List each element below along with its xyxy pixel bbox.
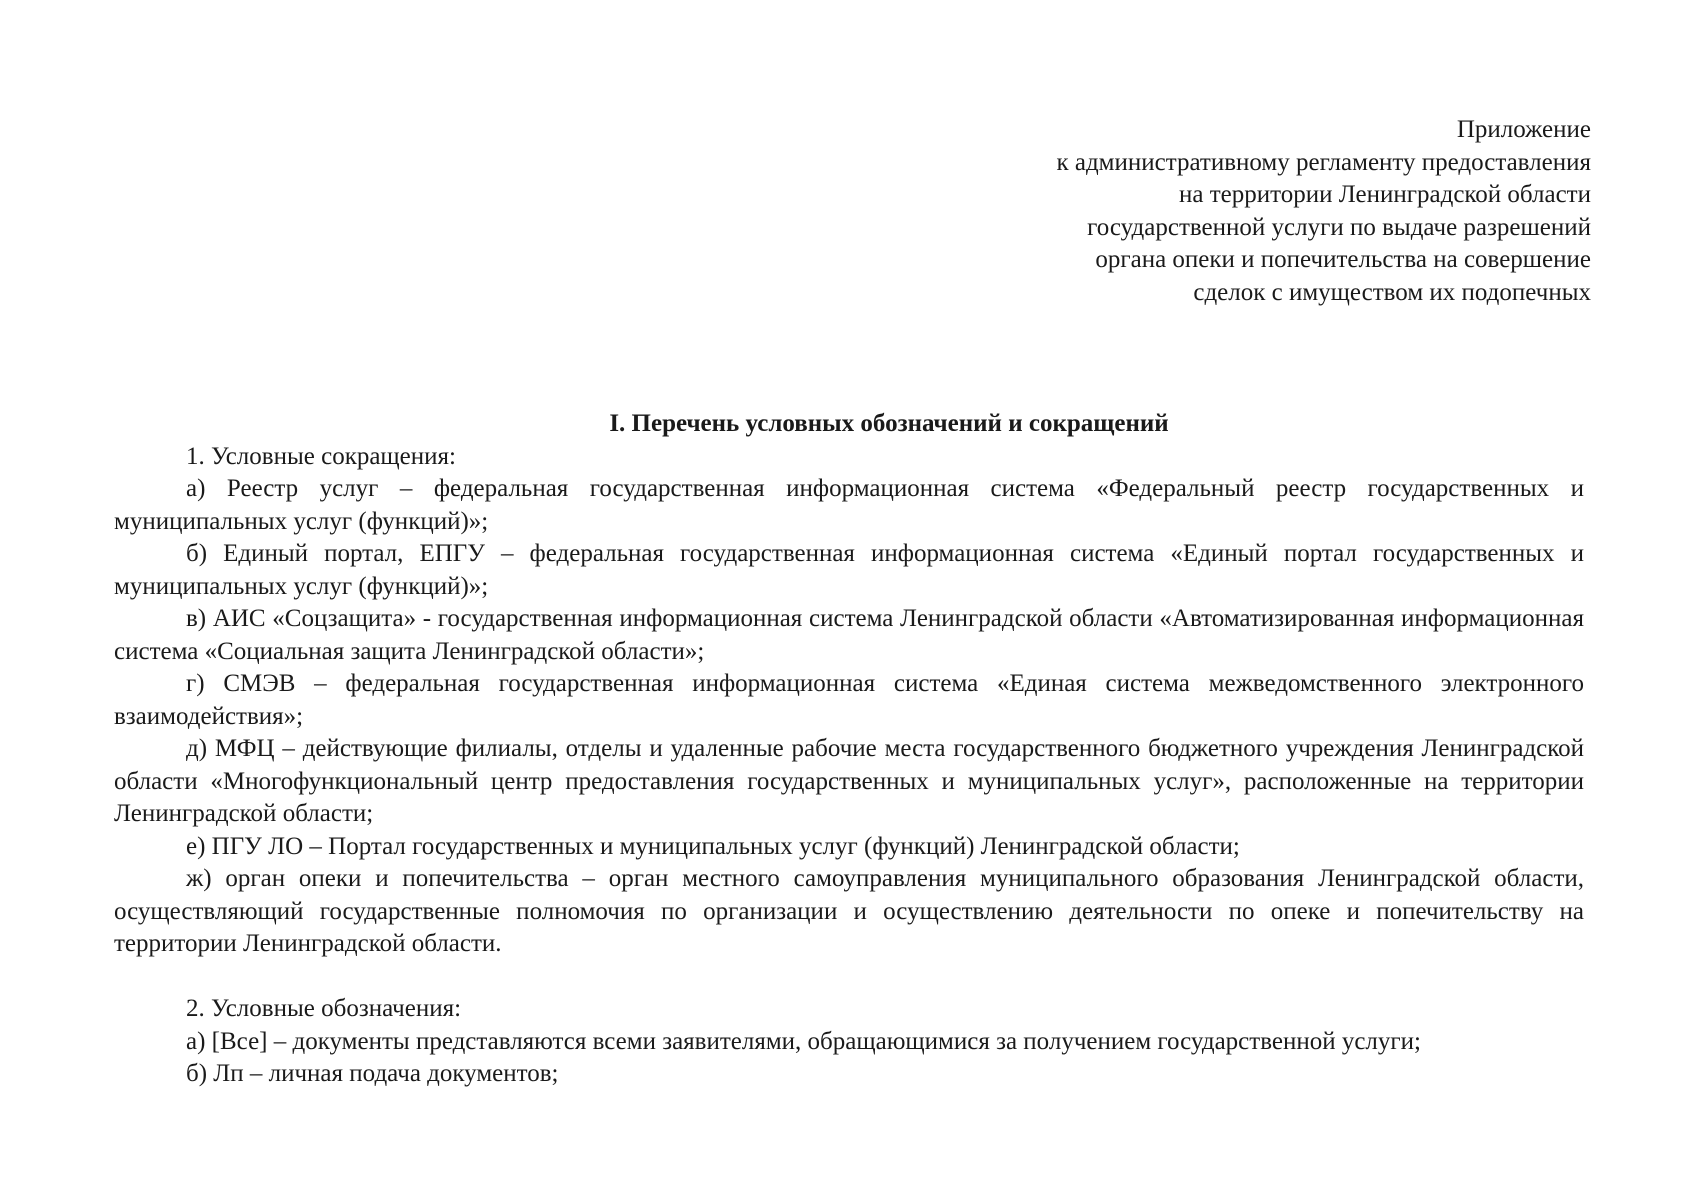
abbreviation-item: г) СМЭВ – федеральная государственная информационная система «Единая система межведомственного электронного взаимодействия»; (114, 670, 1584, 730)
appendix-line: на территории Ленинградской области (1179, 181, 1591, 208)
abbreviation-item: ж) орган опеки и попечительства – орган местного самоуправления муниципального образования Ленинградской области, осуществляющий государственные полномочия по организации и осуществлению деятельности по опеке и попечительству на территории Ленинградской области. (114, 865, 1584, 957)
designation-item: а) [Все] – документы представляются всеми заявителями, обращающимися за получением государственной услуги; (186, 1027, 1421, 1055)
appendix-line: к административному регламенту предоставления (1056, 148, 1591, 176)
abbreviation-item: е) ПГУ ЛО – Портал государственных и муниципальных услуг (функций) Ленинградской области; (186, 832, 1240, 860)
abbreviation-item: а) Реестр услуг – федеральная государственная информационная система «Федеральный реестр государственных и муниципальных услуг (функций)»; (114, 475, 1584, 535)
appendix-line: сделок с имуществом их подопечных (1193, 278, 1591, 306)
paragraph-gap (114, 961, 1584, 994)
designation-item: б) Лп – личная подача документов; (186, 1060, 559, 1087)
abbreviations-heading: 1. Условные сокращения: (186, 442, 456, 470)
section-title: I. Перечень условных обозначений и сокращений (609, 410, 1169, 437)
abbreviation-item: в) АИС «Соцзащита» - государственная информационная система Ленинградской области «Автоматизированная информационная система «Социальная защита Ленинградской области»; (114, 605, 1584, 665)
appendix-line: органа опеки и попечительства на совершение (1095, 246, 1591, 273)
document-body (114, 408, 1584, 1091)
appendix-header (1056, 114, 1591, 309)
abbreviation-item: б) Единый портал, ЕПГУ – федеральная государственная информационная система «Единый портал государственных и муниципальных услуг (функций)»; (114, 540, 1584, 600)
appendix-line: Приложение (1456, 116, 1591, 143)
designations-heading: 2. Условные обозначения: (186, 995, 462, 1022)
abbreviation-item: д) МФЦ – действующие филиалы, отделы и удаленные рабочие места государственного бюджетного учреждения Ленинградской области «Многофункциональный центр предоставления государственных и муниципальных услуг», расположенные на территории Ленинградской области; (114, 735, 1584, 827)
appendix-line: государственной услуги по выдаче разрешений (1087, 213, 1591, 241)
